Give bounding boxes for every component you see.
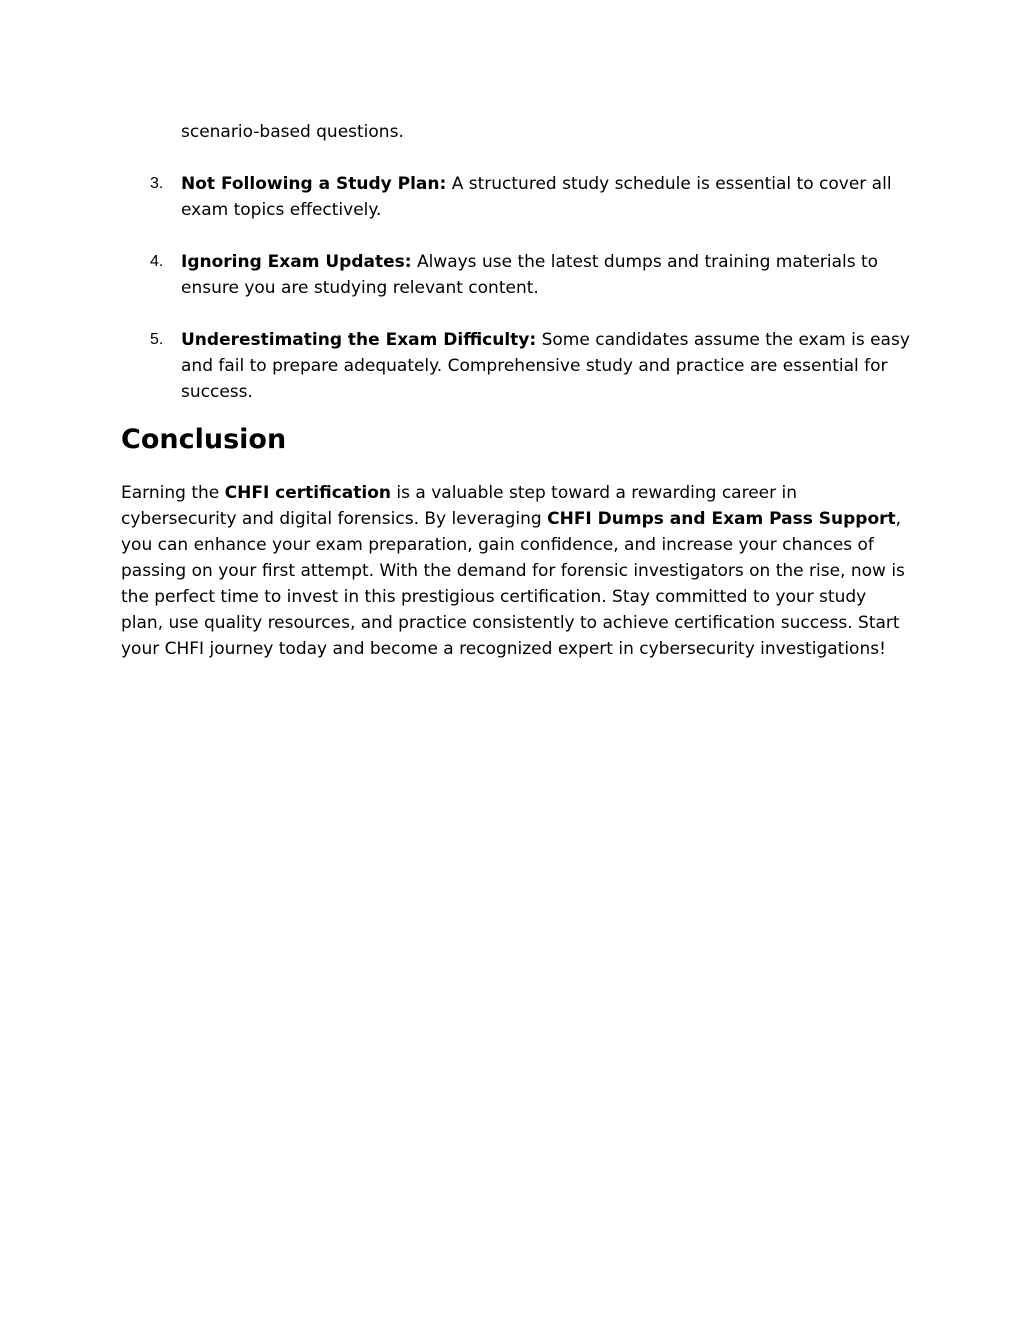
list-item-title: Not Following a Study Plan: [181,174,447,194]
list-item [121,171,911,223]
list-item-text: Some candidates assume the exam is easy and fail to prepare adequately. Comprehensive study and practice are essential for success. [181,330,910,402]
conclusion-heading: Conclusion [121,424,287,455]
list-item-text: Always use the latest dumps and training materials to ensure you are studying relevant content. [181,252,879,298]
list-item-text: A structured study schedule is essential to cover all exam topics effectively. [181,174,892,220]
list-item-title: Ignoring Exam Updates: [181,252,412,272]
mistakes-list [121,171,911,405]
conclusion-bold-1: CHFI certification [224,483,392,503]
conclusion-bold-2: CHFI Dumps and Exam Pass Support [547,509,896,529]
list-item [121,327,911,405]
list-item-number: 3. [150,175,164,192]
conclusion-text-3: , you can enhance your exam preparation, gain confidence, and increase your chances of passing on your first attempt. With the demand for forensic investigators on the rise, now is the perfect time to invest in this prestigious certification. Stay committed to your study plan, use quality resources, and practice consistently to achieve certification success. Start your CHFI journey today and become a recognized expert in cybersecurity investigations! [121,509,905,659]
conclusion-paragraph [121,480,911,662]
list-item-number: 4. [150,253,164,270]
conclusion-text-2: is a valuable step toward a rewarding career in cybersecurity and digital forensics. By leveraging [121,483,798,529]
list-item-title: Underestimating the Exam Difficulty: [181,330,537,350]
conclusion-text-1: Earning the [121,483,225,503]
list-item-number: 5. [150,331,164,348]
list-item [121,249,911,301]
continuation-text: scenario-based questions. [181,122,404,142]
